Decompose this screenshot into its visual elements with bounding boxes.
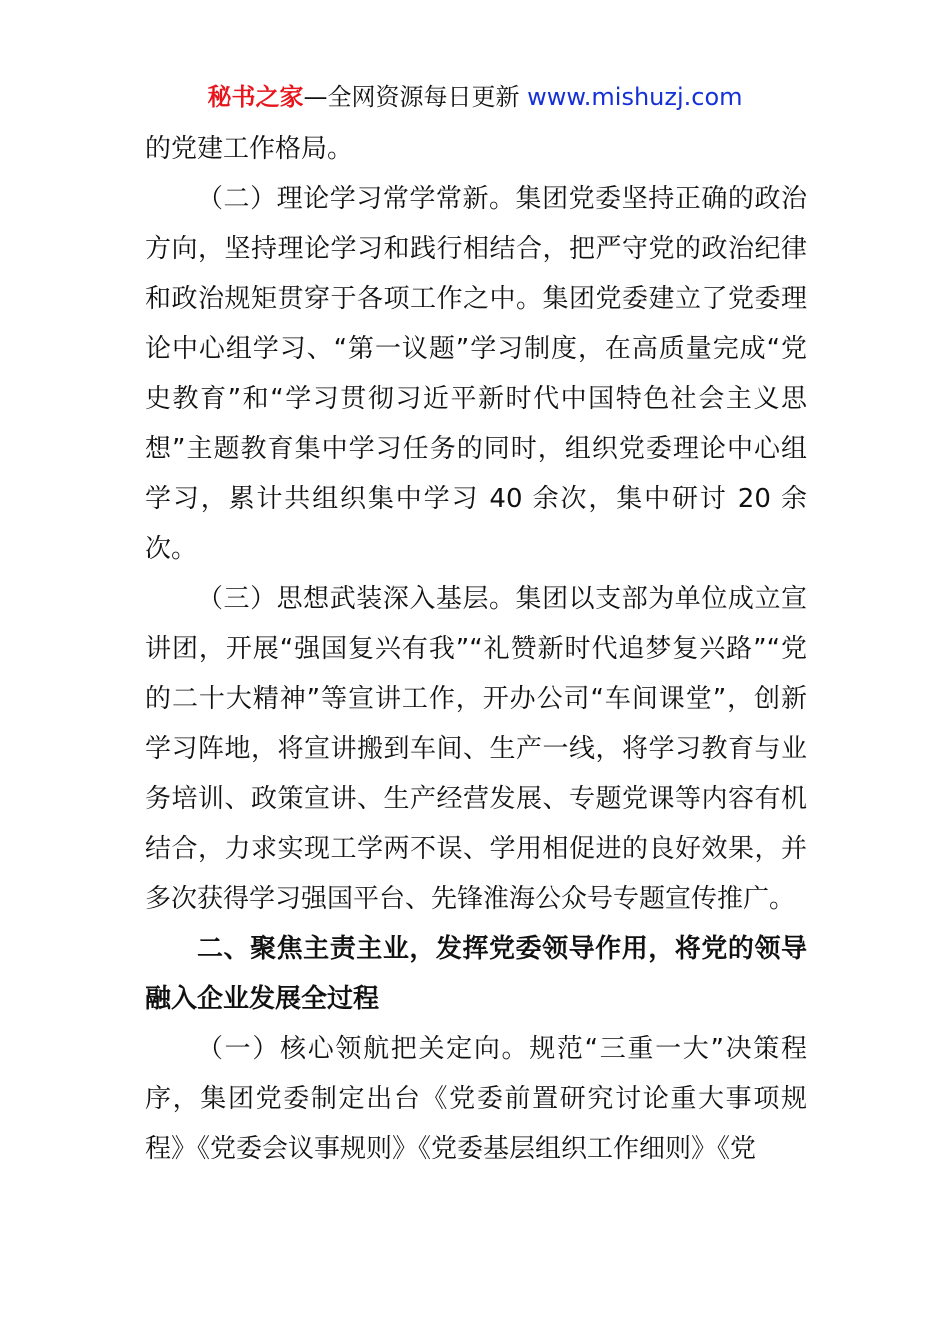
site-url-link[interactable]: www.mishuzj.com (527, 83, 743, 111)
site-brand: 秘书之家 (207, 83, 304, 111)
document-body (145, 124, 807, 1174)
header-tagline: —全网资源每日更新 (303, 83, 528, 111)
paragraph-theory-study: （二）理论学习常学常新。集团党委坚持正确的政治方向，坚持理论学习和践行相结合，把严守党的政治纪律和政治规矩贯穿于各项工作之中。集团党委建立了党委理论中心组学习、“第一议题”学习制度，在高质量完成“党史教育”和“学习贯彻习近平新时代中国特色社会主义思想”主题教育集中学习任务的同时，组织党委理论中心组学习，累计共组织集中学习 40 余次，集中研讨 20 余次。 (145, 184, 807, 564)
paragraph-continuation: 的党建工作格局。 (145, 134, 354, 164)
paragraph-ideological-grassroots: （三）思想武装深入基层。集团以支部为单位成立宣讲团，开展“强国复兴有我”“礼赞新时代追梦复兴路”“党的二十大精神”等宣讲工作，开办公司“车间课堂”，创新学习阵地，将宣讲搬到车间、生产一线，将学习教育与业务培训、政策宣讲、生产经营发展、专题党课等内容有机结合，力求实现工学两不误、学用相促进的良好效果，并多次获得学习强国平台、先锋淮海公众号专题宣传推广。 (145, 584, 807, 914)
paragraph-core-leadership: （一）核心领航把关定向。规范“三重一大”决策程序，集团党委制定出台《党委前置研究讨论重大事项规程》《党委会议事规则》《党委基层组织工作细则》《党 (145, 1034, 807, 1164)
site-header (0, 80, 950, 114)
section-heading-two: 二、聚焦主责主业，发挥党委领导作用，将党的领导融入企业发展全过程 (145, 934, 807, 1014)
